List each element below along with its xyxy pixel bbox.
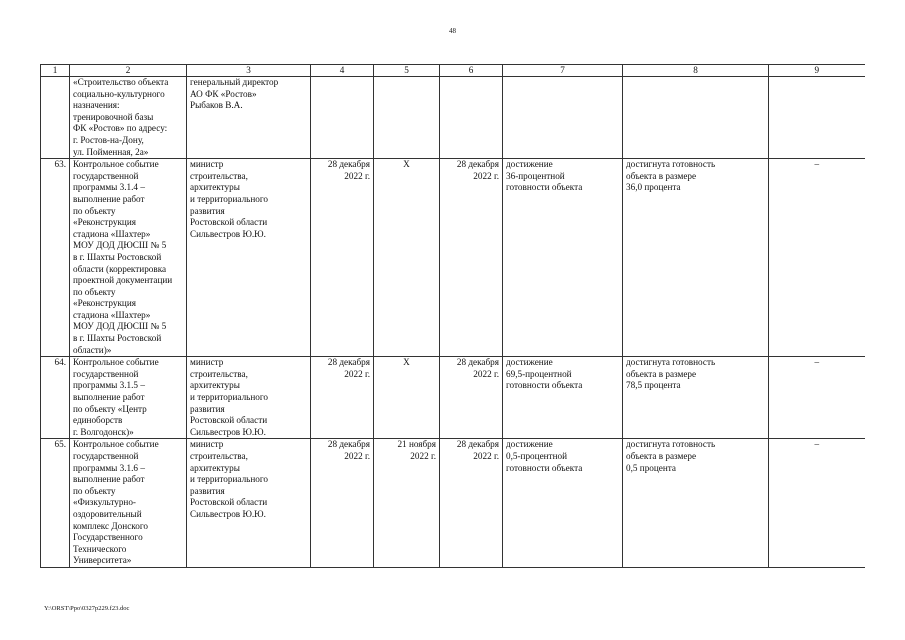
plan-date-line: 2022 г. [344, 368, 370, 379]
actual-result-line: достигнута готовность [626, 159, 716, 170]
event-line: в г. Шахты Ростовской [73, 251, 162, 262]
plan-date-line: 2022 г. [344, 170, 370, 181]
responsible-line: архитектуры [190, 462, 240, 473]
expected-result-line: достижение [506, 357, 553, 368]
row-number-cell [41, 77, 70, 159]
responsible-cell [187, 357, 311, 439]
event-cell [70, 159, 187, 357]
responsible-line: министр [190, 357, 224, 368]
event-line: стадиона «Шахтер» [73, 309, 151, 320]
event-line: выполнение работ [73, 392, 145, 403]
event-line: программы 3.1.5 – [73, 380, 145, 391]
fact-date-line: 2022 г. [473, 451, 499, 461]
fact-date-cell [440, 357, 503, 439]
column-header: 5 [374, 65, 440, 77]
event-line: государственной [73, 368, 139, 379]
responsible-line: Ростовской области [190, 497, 268, 508]
event-line: комплекс Донского [73, 520, 148, 531]
event-line: социально-культурного [73, 88, 165, 99]
expected-result-line: готовности объекта [506, 380, 583, 391]
responsible-line: Сильвестров Ю.Ю. [190, 426, 266, 437]
control-events-table [40, 64, 865, 568]
event-line: области)» [73, 344, 112, 355]
column-header: 8 [623, 65, 769, 77]
expected-result-line: готовности объекта [506, 462, 583, 473]
responsible-line: Сильвестров Ю.Ю. [190, 228, 266, 239]
note-cell: – [769, 159, 865, 357]
forecast-date-cell [374, 439, 440, 568]
responsible-line: и территориального [190, 474, 268, 485]
event-line: Университета» [73, 555, 132, 566]
actual-result-line: объекта в размере [626, 368, 697, 379]
event-line: «Строительство объекта [73, 77, 169, 87]
event-line: «Реконструкция [73, 217, 136, 228]
event-line: программы 3.1.6 – [73, 462, 145, 473]
fact-date-cell [440, 77, 503, 159]
event-line: г. Ростов-на-Дону, [73, 134, 144, 145]
footer-file-path: Y:\ORST\Ppo\0327p229.f23.doc [44, 605, 130, 612]
table-row [41, 357, 865, 439]
responsible-line: министр [190, 159, 224, 170]
forecast-date-line: Х [403, 357, 410, 368]
event-line: Контрольное событие [73, 439, 159, 450]
event-cell [70, 439, 187, 568]
event-line: единоборств [73, 415, 123, 426]
actual-result-line: 78,5 процента [626, 380, 681, 391]
event-line: г. Волгодонск)» [73, 426, 134, 437]
expected-result-cell [503, 77, 623, 159]
row-number-cell: 63. [41, 159, 70, 357]
row-number-cell: 64. [41, 357, 70, 439]
plan-date-line: 28 декабря [327, 357, 370, 368]
row-number-cell: 65. [41, 439, 70, 568]
column-header: 3 [187, 65, 311, 77]
expected-result-cell [503, 357, 623, 439]
responsible-line: строительства, [190, 451, 248, 461]
fact-date-line: 28 декабря [456, 439, 499, 450]
forecast-date-line: 2022 г. [410, 451, 436, 461]
responsible-cell [187, 77, 311, 159]
expected-result-line: 0,5-процентной [506, 451, 568, 461]
responsible-line: Рыбаков В.А. [190, 100, 243, 111]
event-line: по объекту «Центр [73, 403, 147, 414]
responsible-line: Ростовской области [190, 415, 268, 426]
responsible-line: и территориального [190, 193, 268, 204]
column-header: 7 [503, 65, 623, 77]
event-line: по объекту [73, 485, 116, 496]
actual-result-cell [623, 357, 769, 439]
event-line: программы 3.1.4 – [73, 182, 145, 193]
actual-result-line: 36,0 процента [626, 182, 681, 193]
event-line: Контрольное событие [73, 357, 159, 368]
forecast-date-cell [374, 77, 440, 159]
actual-result-cell [623, 439, 769, 568]
actual-result-line: 0,5 процента [626, 462, 677, 473]
plan-date-line: 28 декабря [327, 159, 370, 170]
event-line: по объекту [73, 286, 116, 297]
table-row [41, 439, 865, 568]
expected-result-line: готовности объекта [506, 182, 583, 193]
expected-result-cell [503, 439, 623, 568]
plan-date-cell [311, 77, 374, 159]
responsible-line: строительства, [190, 170, 248, 181]
event-cell [70, 77, 187, 159]
plan-date-cell [311, 439, 374, 568]
event-line: государственной [73, 170, 139, 181]
event-line: области (корректировка [73, 263, 167, 274]
event-line: «Реконструкция [73, 298, 136, 309]
event-line: назначения: [73, 100, 120, 111]
column-header: 4 [311, 65, 374, 77]
event-line: ФК «Ростов» по адресу: [73, 123, 168, 134]
responsible-line: развития [190, 205, 225, 216]
forecast-date-cell [374, 357, 440, 439]
responsible-line: генеральный директор [190, 77, 279, 87]
responsible-line: министр [190, 439, 224, 450]
fact-date-line: 2022 г. [473, 170, 499, 181]
event-line: в г. Шахты Ростовской [73, 333, 162, 344]
expected-result-line: 69,5-процентной [506, 368, 572, 379]
actual-result-cell [623, 159, 769, 357]
actual-result-cell [623, 77, 769, 159]
actual-result-line: достигнута готовность [626, 357, 716, 368]
event-line: выполнение работ [73, 474, 145, 485]
expected-result-cell [503, 159, 623, 357]
event-line: проектной документации [73, 275, 173, 286]
event-line: оздоровительный [73, 508, 142, 519]
actual-result-line: достигнута готовность [626, 439, 716, 450]
expected-result-line: достижение [506, 159, 553, 170]
expected-result-line: 36-процентной [506, 170, 565, 181]
event-line: МОУ ДОД ДЮСШ № 5 [73, 240, 167, 251]
event-line: государственной [73, 451, 139, 461]
forecast-date-line: 21 ноября [397, 439, 436, 450]
responsible-line: и территориального [190, 392, 268, 403]
fact-date-line: 28 декабря [456, 357, 499, 368]
event-cell [70, 357, 187, 439]
fact-date-line: 28 декабря [456, 159, 499, 170]
column-header: 6 [440, 65, 503, 77]
event-line: Государственного [73, 532, 143, 543]
plan-date-line: 2022 г. [344, 451, 370, 461]
responsible-line: строительства, [190, 368, 248, 379]
fact-date-cell [440, 439, 503, 568]
column-number-row [41, 65, 865, 77]
note-cell: – [769, 357, 865, 439]
actual-result-line: объекта в размере [626, 170, 697, 181]
responsible-line: архитектуры [190, 380, 240, 391]
note-cell [769, 77, 865, 159]
note-cell: – [769, 439, 865, 568]
table-row [41, 159, 865, 357]
plan-date-line: 28 декабря [327, 439, 370, 450]
event-line: МОУ ДОД ДЮСШ № 5 [73, 321, 167, 332]
plan-date-cell [311, 159, 374, 357]
responsible-line: Сильвестров Ю.Ю. [190, 508, 266, 519]
fact-date-cell [440, 159, 503, 357]
event-line: Технического [73, 543, 127, 554]
responsible-line: АО ФК «Ростов» [190, 88, 257, 99]
actual-result-line: объекта в размере [626, 451, 697, 461]
responsible-line: архитектуры [190, 182, 240, 193]
fact-date-line: 2022 г. [473, 368, 499, 379]
responsible-line: развития [190, 485, 225, 496]
forecast-date-cell [374, 159, 440, 357]
expected-result-line: достижение [506, 439, 553, 450]
plan-date-cell [311, 357, 374, 439]
responsible-cell [187, 159, 311, 357]
responsible-line: развития [190, 403, 225, 414]
responsible-line: Ростовской области [190, 217, 268, 228]
forecast-date-line: Х [403, 159, 410, 170]
column-header: 2 [70, 65, 187, 77]
event-line: выполнение работ [73, 193, 145, 204]
event-line: по объекту [73, 205, 116, 216]
event-line: «Физкультурно- [73, 497, 136, 508]
column-header: 1 [41, 65, 70, 77]
column-header: 9 [769, 65, 865, 77]
event-line: тренировочной базы [73, 111, 154, 122]
event-line: стадиона «Шахтер» [73, 228, 151, 239]
event-line: ул. Пойменная, 2а» [73, 146, 149, 157]
page-number: 48 [449, 27, 456, 35]
table-row [41, 77, 865, 159]
event-line: Контрольное событие [73, 159, 159, 170]
responsible-cell [187, 439, 311, 568]
